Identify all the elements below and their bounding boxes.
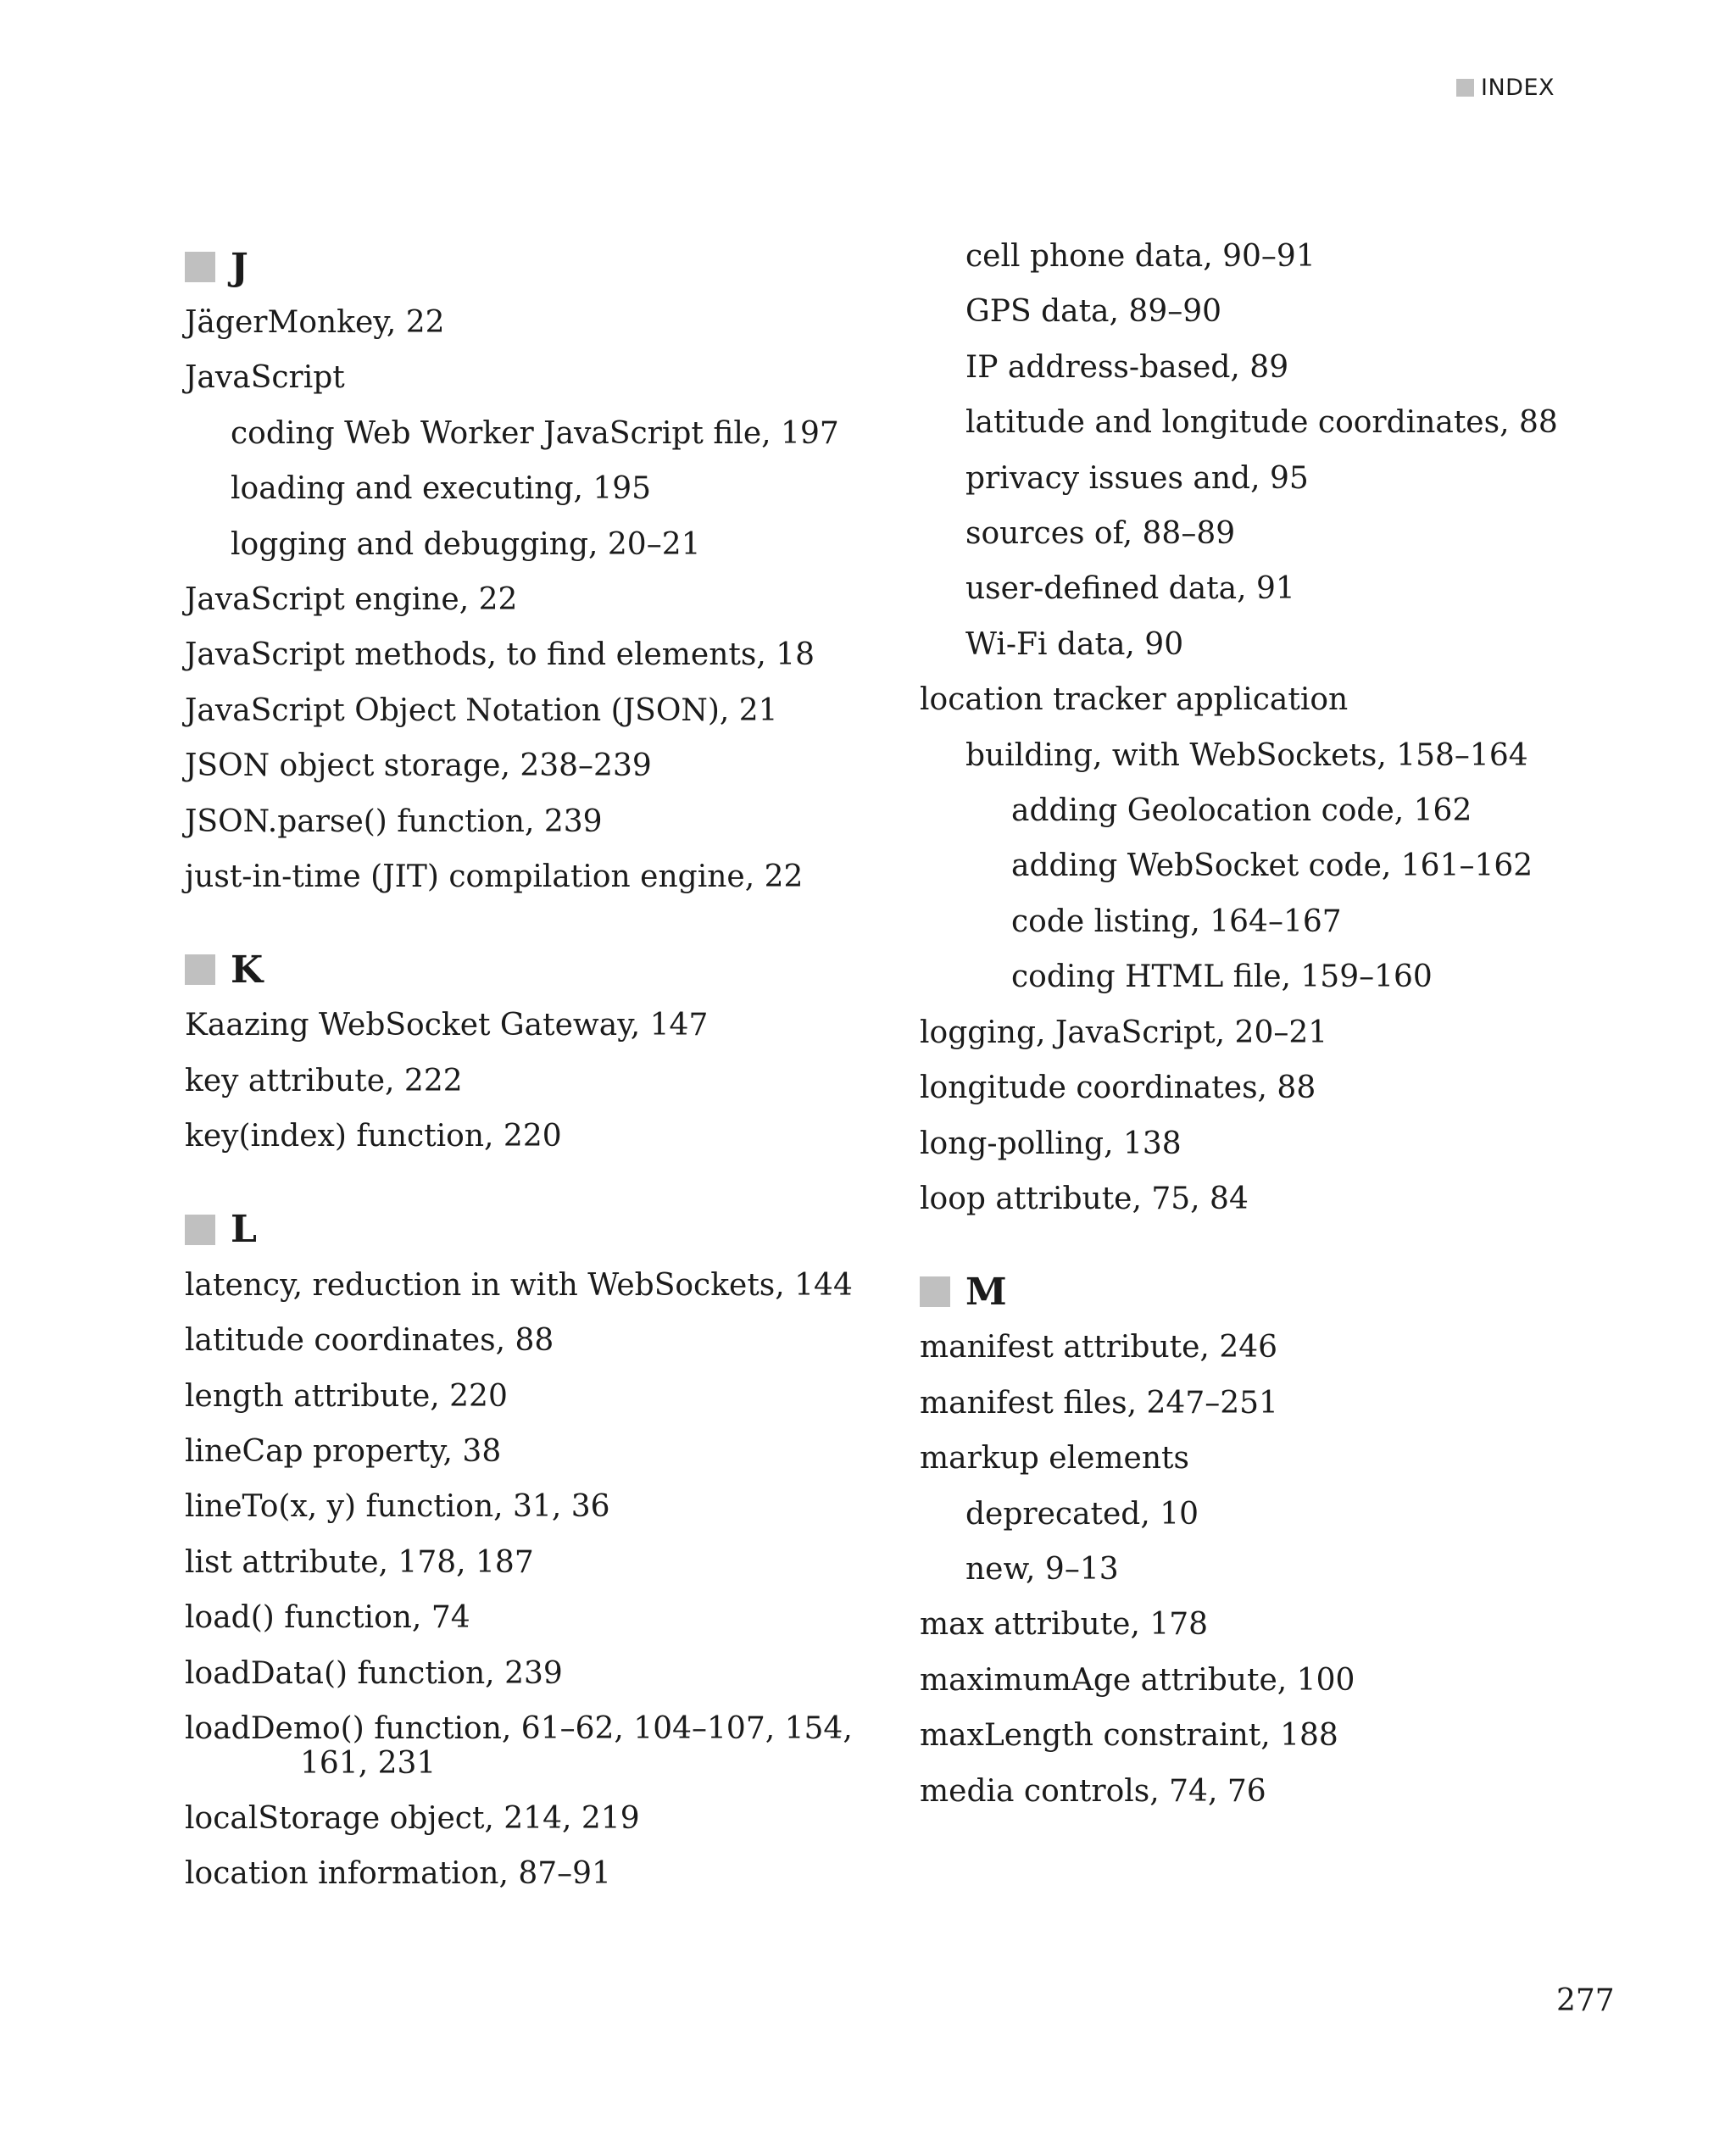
index-subentry: building, with WebSockets, 158–164 (965, 737, 1528, 773)
section-letter: M (965, 1270, 1007, 1314)
page-number: 277 (1556, 1983, 1615, 2018)
index-subentry: coding Web Worker JavaScript file, 197 (231, 415, 839, 451)
index-subentry: latitude and longitude coordinates, 88 (965, 405, 1558, 441)
square-bullet-icon (1456, 79, 1474, 97)
index-entry: media controls, 74, 76 (920, 1773, 1266, 1809)
index-entry: localStorage object, 214, 219 (185, 1800, 640, 1836)
index-entry: JSON.parse() function, 239 (185, 804, 603, 839)
index-subentry: user-defined data, 91 (965, 571, 1295, 607)
index-entry: manifest attribute, 246 (920, 1330, 1278, 1365)
index-entry: JSON object storage, 238–239 (185, 748, 652, 784)
index-entry: load() function, 74 (185, 1600, 470, 1636)
index-subentry: deprecated, 10 (965, 1496, 1199, 1532)
index-entry: loadData() function, 239 (185, 1655, 563, 1691)
index-entry: markup elements (920, 1441, 1189, 1476)
index-entry: lineTo(x, y) function, 31, 36 (185, 1489, 610, 1525)
index-entry: JägerMonkey, 22 (185, 305, 445, 340)
index-subsubentry: adding Geolocation code, 162 (1011, 793, 1472, 829)
square-bullet-icon (920, 1276, 950, 1307)
index-entry: key attribute, 222 (185, 1063, 463, 1098)
square-bullet-icon (185, 1215, 215, 1245)
section-letter: K (231, 948, 264, 992)
index-entry: longitude coordinates, 88 (920, 1070, 1316, 1106)
index-subsubentry: adding WebSocket code, 161–162 (1011, 848, 1533, 884)
index-entry: latency, reduction in with WebSockets, 144 (185, 1267, 853, 1303)
index-entry: maxLength constraint, 188 (920, 1718, 1338, 1754)
index-subentry: Wi-Fi data, 90 (965, 626, 1184, 662)
square-bullet-icon (185, 252, 215, 282)
index-subsubentry: coding HTML file, 159–160 (1011, 959, 1433, 995)
index-entry: long-polling, 138 (920, 1126, 1182, 1161)
left-column (185, 239, 948, 1902)
running-head-text: INDEX (1481, 75, 1555, 101)
right-column (920, 229, 1683, 1819)
index-subentry: privacy issues and, 95 (965, 460, 1309, 496)
index-entry: key(index) function, 220 (185, 1119, 562, 1154)
section-heading-j (185, 239, 948, 295)
index-subentry: loading and executing, 195 (231, 471, 652, 507)
index-entry: loop attribute, 75, 84 (920, 1181, 1249, 1216)
running-head (1456, 75, 1555, 101)
index-subentry: sources of, 88–89 (965, 516, 1236, 552)
index-entry: logging, JavaScript, 20–21 (920, 1015, 1328, 1050)
index-entry-continuation: 161, 231 (300, 1745, 437, 1781)
index-entry: length attribute, 220 (185, 1378, 508, 1414)
index-entry: maximumAge attribute, 100 (920, 1662, 1355, 1698)
index-subentry: logging and debugging, 20–21 (231, 526, 701, 562)
index-entry: JavaScript Object Notation (JSON), 21 (185, 692, 778, 728)
index-entry: latitude coordinates, 88 (185, 1323, 554, 1359)
section-letter: J (231, 245, 248, 289)
index-entry: Kaazing WebSocket Gateway, 147 (185, 1008, 709, 1043)
section-heading-k (185, 942, 948, 998)
index-entry: location information, 87–91 (185, 1856, 611, 1892)
index-subentry: cell phone data, 90–91 (965, 239, 1316, 274)
section-letter: L (231, 1208, 257, 1252)
index-subsubentry: code listing, 164–167 (1011, 904, 1342, 939)
index-entry-wrapped (185, 1701, 948, 1791)
index-entry: JavaScript engine, 22 (185, 582, 518, 618)
index-entry: JavaScript (185, 360, 345, 396)
index-entry-text: loadDemo() function, 61–62, 104–107, 154, (185, 1710, 853, 1746)
index-entry: list attribute, 178, 187 (185, 1544, 534, 1580)
index-subentry: IP address-based, 89 (965, 349, 1289, 385)
index-entry: location tracker application (920, 682, 1349, 718)
index-entry: lineCap property, 38 (185, 1433, 502, 1469)
index-subentry: GPS data, 89–90 (965, 294, 1222, 330)
index-entry: max attribute, 178 (920, 1607, 1209, 1643)
index-subentry: new, 9–13 (965, 1551, 1119, 1587)
section-heading-m (920, 1264, 1683, 1320)
section-heading-l (185, 1202, 948, 1258)
square-bullet-icon (185, 954, 215, 985)
index-entry: just-in-time (JIT) compilation engine, 22 (185, 859, 804, 895)
index-entry: manifest files, 247–251 (920, 1385, 1278, 1421)
index-entry: JavaScript methods, to find elements, 18 (185, 637, 815, 673)
